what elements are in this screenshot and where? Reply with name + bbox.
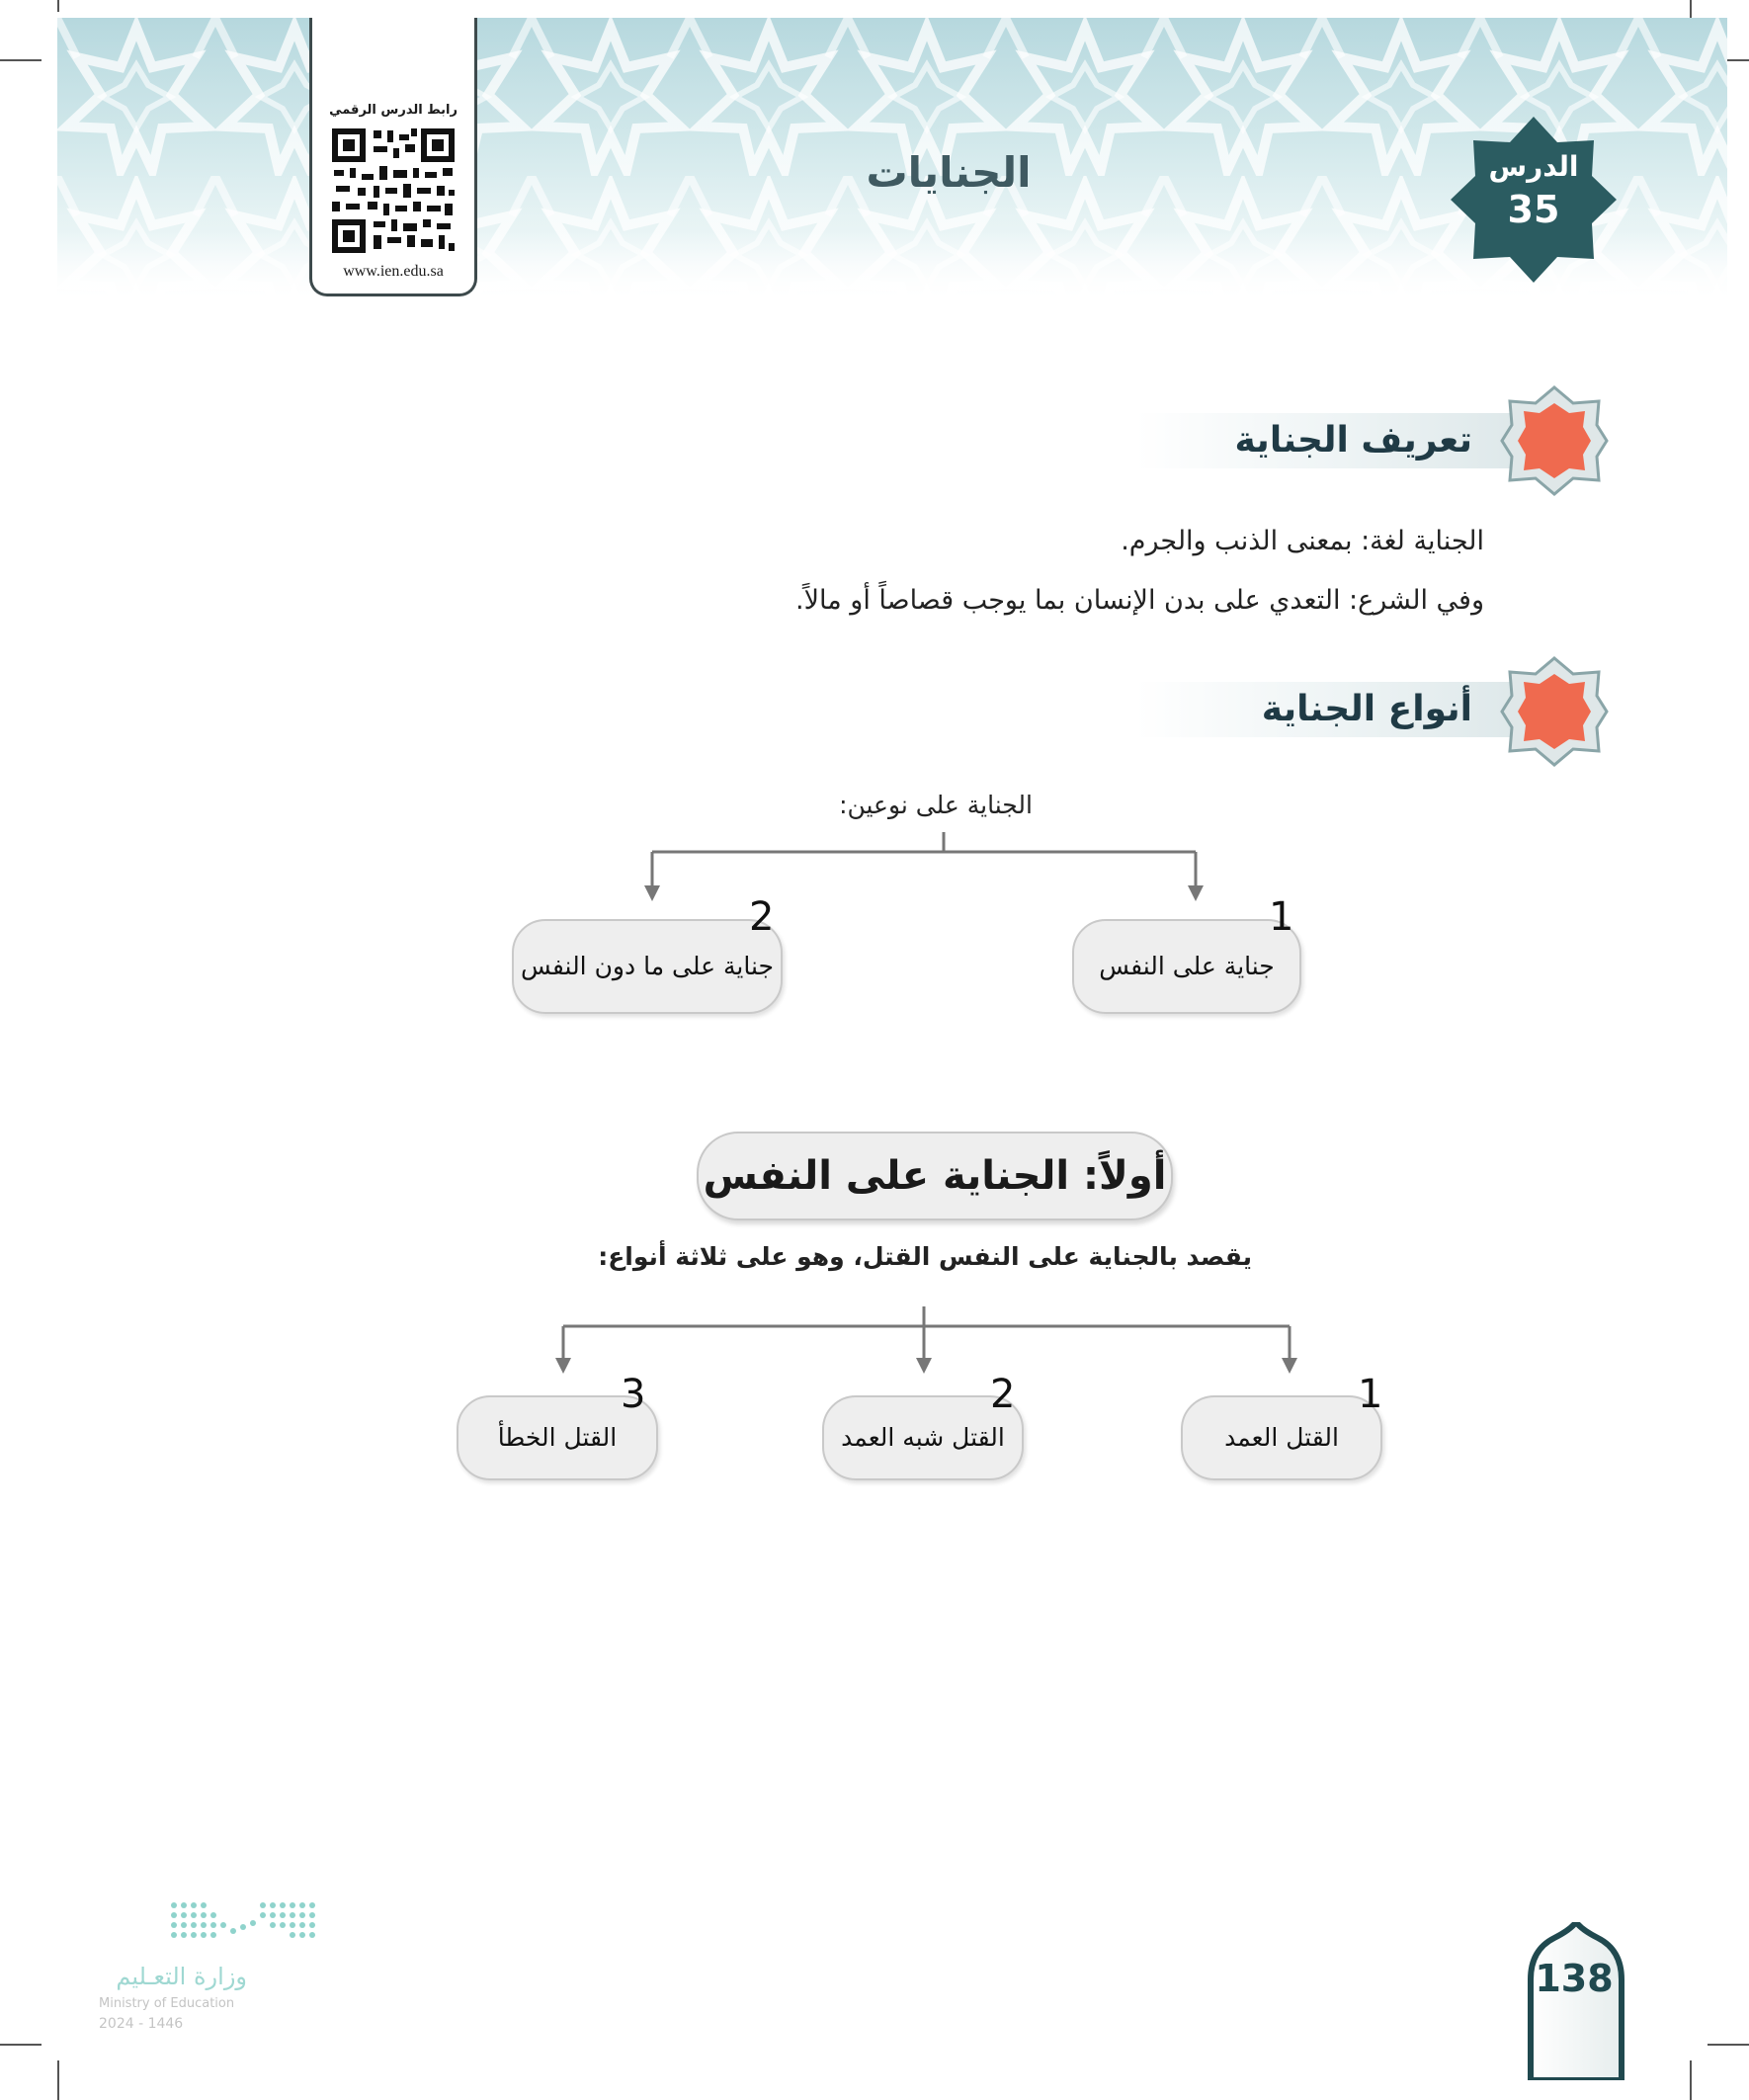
- killing-number: 2: [990, 1372, 1016, 1417]
- page-number: 138: [1535, 1957, 1614, 2000]
- killing-label: القتل العمد: [1224, 1423, 1339, 1452]
- qr-card[interactable]: [309, 18, 477, 296]
- section-heading-text: أنواع الجناية: [1261, 689, 1472, 729]
- orange-octagon-icon: [1500, 656, 1609, 767]
- crop-mark: [1690, 2060, 1692, 2100]
- killing-label: القتل الخطأ: [497, 1423, 618, 1452]
- type-number: 1: [1269, 894, 1294, 940]
- page-title: الجنايات: [866, 148, 1032, 197]
- killing-number: 3: [621, 1372, 646, 1417]
- qr-label: رابط الدرس الرقمي: [329, 103, 458, 118]
- crop-mark: [57, 2060, 59, 2100]
- ministry-dots-icon: [99, 1897, 326, 1953]
- definition-line-language: الجناية لغة: بمعنى الذنب والجرم.: [1121, 526, 1484, 556]
- section1-intro: يقصد بالجناية على النفس القتل، وهو على ثلاثة أنواع:: [598, 1242, 1252, 1271]
- orange-octagon-icon: [1500, 385, 1609, 496]
- qr-url[interactable]: www.ien.edu.sa: [343, 263, 444, 280]
- killing-number: 1: [1358, 1372, 1383, 1417]
- killing-box-intentional: [1181, 1395, 1382, 1480]
- killing-label: القتل شبه العمد: [841, 1423, 1005, 1452]
- ministry-year: 2024 - 1446: [99, 2016, 184, 2032]
- section-title-first: أولاً: الجناية على النفس: [697, 1132, 1173, 1220]
- type-box-below-self: [512, 919, 783, 1014]
- page-tab: [1527, 1922, 1625, 2080]
- type-label: جناية على النفس: [1099, 952, 1275, 980]
- crop-mark: [0, 2044, 42, 2046]
- qr-code-icon[interactable]: [330, 126, 457, 255]
- type-box-self: [1072, 919, 1301, 1014]
- ministry-name-en: Ministry of Education: [99, 1996, 235, 2011]
- crop-mark: [1707, 2044, 1749, 2046]
- lesson-number: 35: [1507, 188, 1560, 231]
- types-intro: الجناية على نوعين:: [839, 791, 1033, 819]
- lesson-label: الدرس: [1488, 150, 1579, 183]
- definition-line-sharia: وفي الشرع: التعدي على بدن الإنسان بما يوجب قصاصاً أو مالاً.: [795, 585, 1484, 616]
- crop-mark: [57, 0, 59, 12]
- ministry-name-ar: وزارة التعـليم: [116, 1963, 247, 1990]
- ministry-logo: [99, 1897, 326, 2036]
- section-heading-text: تعريف الجناية: [1234, 420, 1472, 461]
- type-label: جناية على ما دون النفس: [521, 952, 774, 980]
- type-number: 2: [749, 894, 775, 940]
- crop-mark: [0, 59, 42, 61]
